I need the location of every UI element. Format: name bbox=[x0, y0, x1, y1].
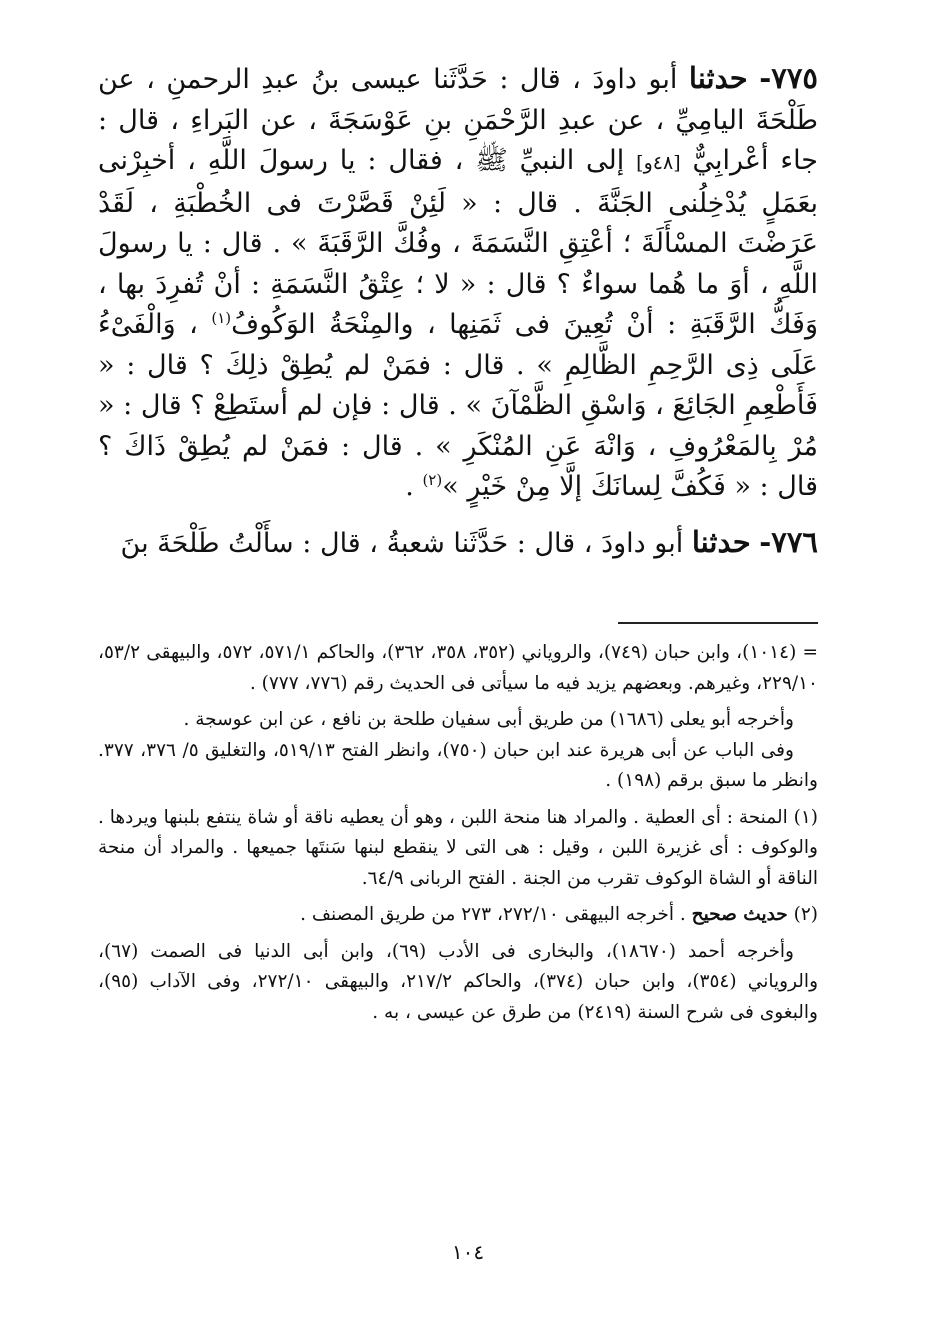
page-number: ١٠٤ bbox=[451, 1240, 485, 1264]
footnote-marker: (١) bbox=[211, 309, 232, 327]
page-content bbox=[98, 58, 818, 1028]
hadith-keyword: حدثنا bbox=[691, 524, 751, 559]
footnote-text: . أخرجه البيهقى ٢٧٢/١٠، ٢٧٣ من طريق المصنف . bbox=[300, 904, 686, 925]
hadith-text: إلى النبيِّ ﷺ ، فقال : يا رسولَ اللَّهِ ، أخبِرْنى بعَمَلٍ يُدْخِلُنى الجَنَّةَ . قال : « لَئِنْ قَصَّرْتَ فى الخُطْبَةِ ، لَقَدْ عَرَضْتَ المسْأَلَةَ ؛ أعْتِقِ النَّسَمَةَ ، وفُكَّ الرَّقَبَةَ » . قال : يا رسولَ اللَّهِ ، أوَ ما هُما سواءٌ ؟ قال : « لا ؛ عِتْقُ النَّسَمَةِ : أنْ تُفرِدَ بها ، وَفَكُّ الرَّقَبَةِ : أنْ تُعِينَ فى ثَمَنِها ، والمِنْحَةُ الوَكُوفُ bbox=[98, 145, 818, 340]
hadith-text: أبو داودَ ، قال : حَدَّثَنا شعبةُ ، قال : سأَلْتُ طَلْحَةَ بنَ bbox=[120, 527, 684, 559]
hadith-keyword: حدثنا bbox=[688, 61, 748, 95]
hadith-number: ٧٧٥- bbox=[759, 61, 818, 95]
grading-label: حديث صحيح bbox=[691, 904, 788, 925]
hadith-776 bbox=[98, 522, 818, 565]
footnote-1: (١) المنحة : أى العطية . والمراد هنا منحة اللبن ، وهو أن يعطيه ناقة أو شاة ينتفع بلبنها ويردها . والوكوف : أى غزيرة اللبن ، وقيل : هى التى لا ينقطع لبنها سَنتَها جميعها . والمراد أن منحة الناقة أو الشاة الوكوف تقرب من الجنة . الفتح الربانى ٦٤/٩. bbox=[98, 806, 818, 889]
footnote-separator bbox=[618, 622, 818, 624]
hadith-text: أبو داودَ ، قال : حَدَّثَنا عيسى بنُ عبدِ الرحمنِ ، عن طَلْحَةَ اليامِيِّ ، عن عبدِ الرَّحْمَنِ بنِ عَوْسَجَةَ ، عن البَراءِ ، قال : جاء أعْرابِيٌّ bbox=[98, 64, 818, 176]
hadith-text: ، وَالْفَىْءُ عَلَى ذِى الرَّحِمِ الظَّالِمِ » . قال : فمَنْ لم يُطِقْ ذلِكَ ؟ قال : « فَأَطْعِمِ الجَائِعَ ، وَاسْقِ الظَّمْآنَ » . قال : فإن لم أستَطِعْ ؟ قال : « مُرْ بِالمَعْرُوفِ ، وَانْهَ عَنِ المُنْكَرِ » . قال : فمَنْ لم يُطِقْ ذَاكَ ؟ قال : « فَكُفَّ لِسانَكَ إلَّا مِنْ خَيْرٍ » bbox=[98, 309, 818, 502]
footnote-continuation: وفى الباب عن أبى هريرة عند ابن حبان (٧٥٠)، وانظر الفتح ٥١٩/١٣، والتغليق ٥/ ٣٧٦، ٣٧٧. وانظر ما سبق برقم (١٩٨) . bbox=[98, 739, 818, 791]
footnote-marker: (٢) bbox=[422, 471, 443, 489]
footnote-2-continuation: وأخرجه أحمد (١٨٦٧٠)، والبخارى فى الأدب (٦٩)، وابن أبى الدنيا فى الصمت (٦٧)، والروياني (٣٥٤)، وابن حبان (٣٧٤)، والحاكم ٢١٧/٢، والبيهقى ٢٧٢/١٠، وفى الآداب (٩٥)، والبغوى فى شرح السنة (٢٤١٩) من طرق عن عيسى ، به . bbox=[98, 940, 818, 1023]
footnote-2 bbox=[98, 900, 818, 931]
footnote-continuation: = (١٠١٤)، وابن حبان (٧٤٩)، والروياني (٣٥٢، ٣٥٨، ٣٦٢)، والحاكم ٥٧١/١، ٥٧٢، والبيهقى ٥٣/٢، ٢٢٩/١٠، وغيرهم. وبعضهم يزيد فيه ما سيأتى فى الحديث رقم (٧٧٦، ٧٧٧) . bbox=[98, 642, 818, 694]
hadith-text-end: . bbox=[405, 471, 423, 502]
footnote-label: (٢) bbox=[793, 904, 818, 925]
footnotes bbox=[98, 638, 818, 1028]
footnote-continuation: وأخرجه أبو يعلى (١٦٨٦) من طريق أبى سفيان طلحة بن نافع ، عن ابن عوسجة . bbox=[183, 709, 794, 730]
hadith-number: ٧٧٦- bbox=[759, 524, 818, 559]
manuscript-folio-mark: [٤٨و] bbox=[636, 152, 681, 174]
hadith-775 bbox=[98, 58, 818, 508]
